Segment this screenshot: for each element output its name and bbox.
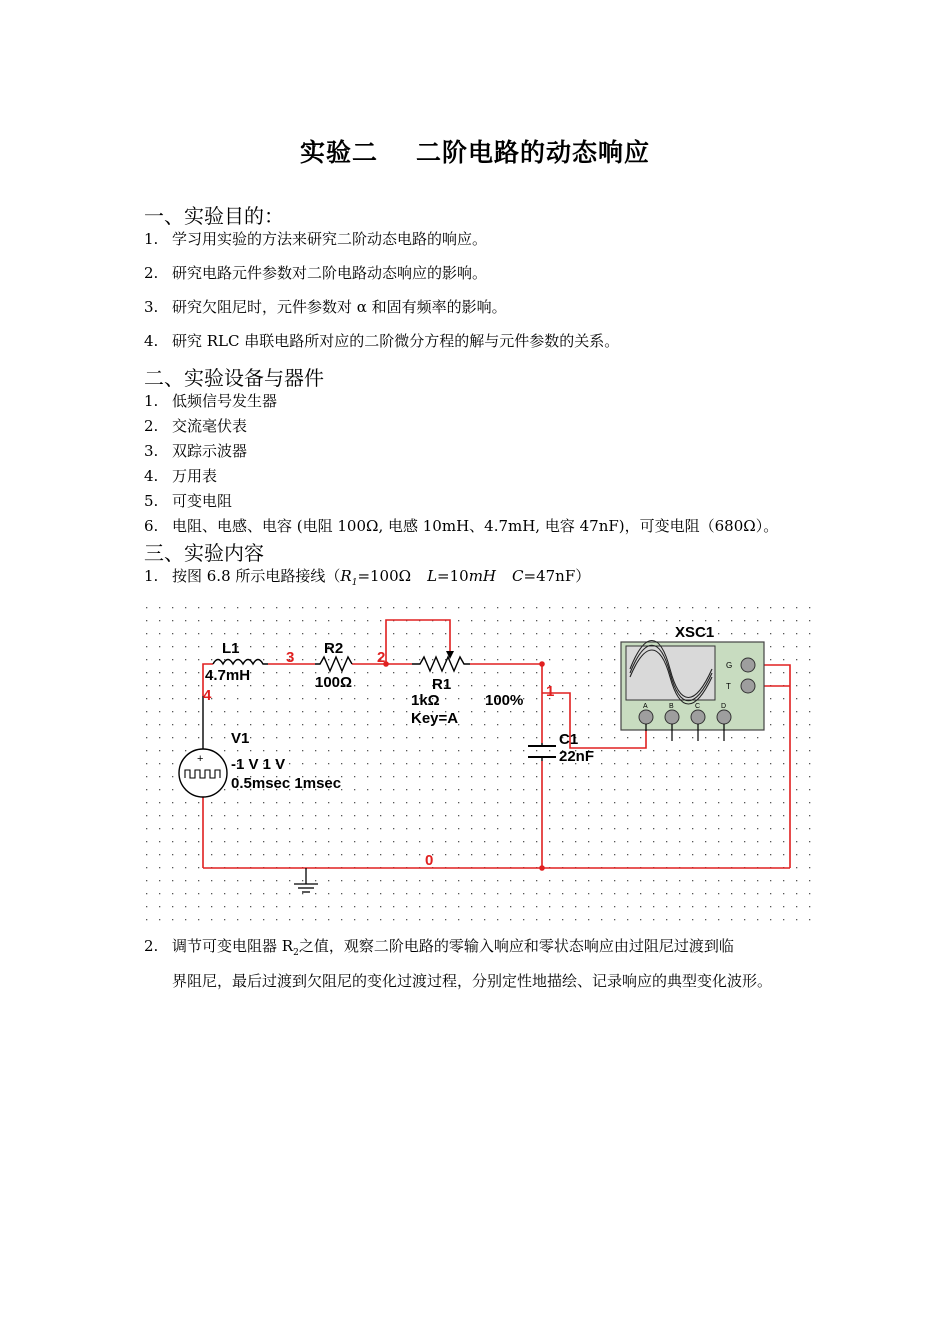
C1-name: C1 — [559, 731, 579, 748]
list-item: 5. 可变电阻 — [144, 492, 233, 510]
R2-value: 100Ω — [315, 674, 353, 691]
list-item: 1. 低频信号发生器 — [144, 392, 278, 410]
node-4-label: 4 — [203, 687, 212, 704]
V1-levels: -1 V 1 V — [231, 756, 286, 773]
list-item: 3. 双踪示波器 — [144, 442, 248, 460]
V1-name: V1 — [231, 730, 250, 747]
scope-term-G: G — [726, 661, 733, 670]
scope-ch-C: C — [695, 703, 701, 710]
list-item: 1. 学习用实验的方法来研究二阶动态电路的响应。 — [144, 230, 488, 248]
scope-name: XSC1 — [675, 624, 715, 641]
scope-term-T: T — [726, 682, 731, 691]
node-3-label: 3 — [286, 649, 295, 666]
oscilloscope-XSC1 — [621, 624, 764, 741]
L1-value: 4.7mH — [205, 667, 251, 684]
node-0-label: 0 — [425, 852, 434, 869]
list-item: 3. 研究欠阻尼时，元件参数对 α 和固有频率的影响。 — [144, 298, 507, 316]
list-item: 4. 研究 RLC 串联电路所对应的二阶微分方程的解与元件参数的关系。 — [144, 332, 620, 350]
R1-key: Key=A — [411, 710, 459, 727]
L1-name: L1 — [222, 640, 240, 657]
C1-value: 22nF — [559, 748, 595, 765]
R1-percent: 100% — [485, 692, 524, 709]
section1-heading: 一、实验目的： — [144, 204, 284, 228]
section2-heading: 二、实验设备与器件 — [144, 366, 324, 390]
list-item: 4. 万用表 — [144, 467, 218, 485]
svg-text:+: + — [197, 753, 204, 765]
list-item: 2. 研究电路元件参数对二阶电路动态响应的影响。 — [144, 264, 488, 282]
list-item: 1. 按图 6.8 所示电路接线（$R_1=100\Omega$ L=10mH C=47nF） — [144, 567, 591, 588]
R2-name: R2 — [324, 640, 344, 657]
scope-ch-D: D — [721, 703, 727, 710]
list-item: 2. 交流毫伏表 — [144, 417, 248, 435]
scope-ch-B: B — [669, 703, 674, 710]
node-2-label: 2 — [377, 649, 386, 666]
R1-value: 1kΩ — [411, 692, 440, 709]
title-part1: 实验二 — [299, 138, 378, 167]
R1-name: R1 — [432, 676, 452, 693]
section3-heading: 三、实验内容 — [144, 541, 264, 565]
list-item: 2. 调节可变电阻器 $R_2$之值，观察二阶电路的零输入响应和零状态响应由过阻尼过渡到临 界阻尼，最后过渡到欠阻尼的变化过渡过程，分别定性地描绘、记录响应的典型变化波形。 — [144, 937, 773, 990]
V1-timing: 0.5msec 1msec — [231, 775, 342, 792]
list-item: 6. 电阻、电感、电容 (电阻 100Ω, 电感 10mH、4.7mH, 电容 47nF)，可变电阻（680Ω）。 — [144, 517, 779, 535]
circuit-diagram — [140, 601, 812, 927]
node-1-label: 1 — [546, 683, 555, 700]
page-title — [0, 133, 950, 169]
scope-ch-A: A — [643, 703, 648, 710]
title-part2: 二阶电路的动态响应 — [416, 138, 651, 167]
